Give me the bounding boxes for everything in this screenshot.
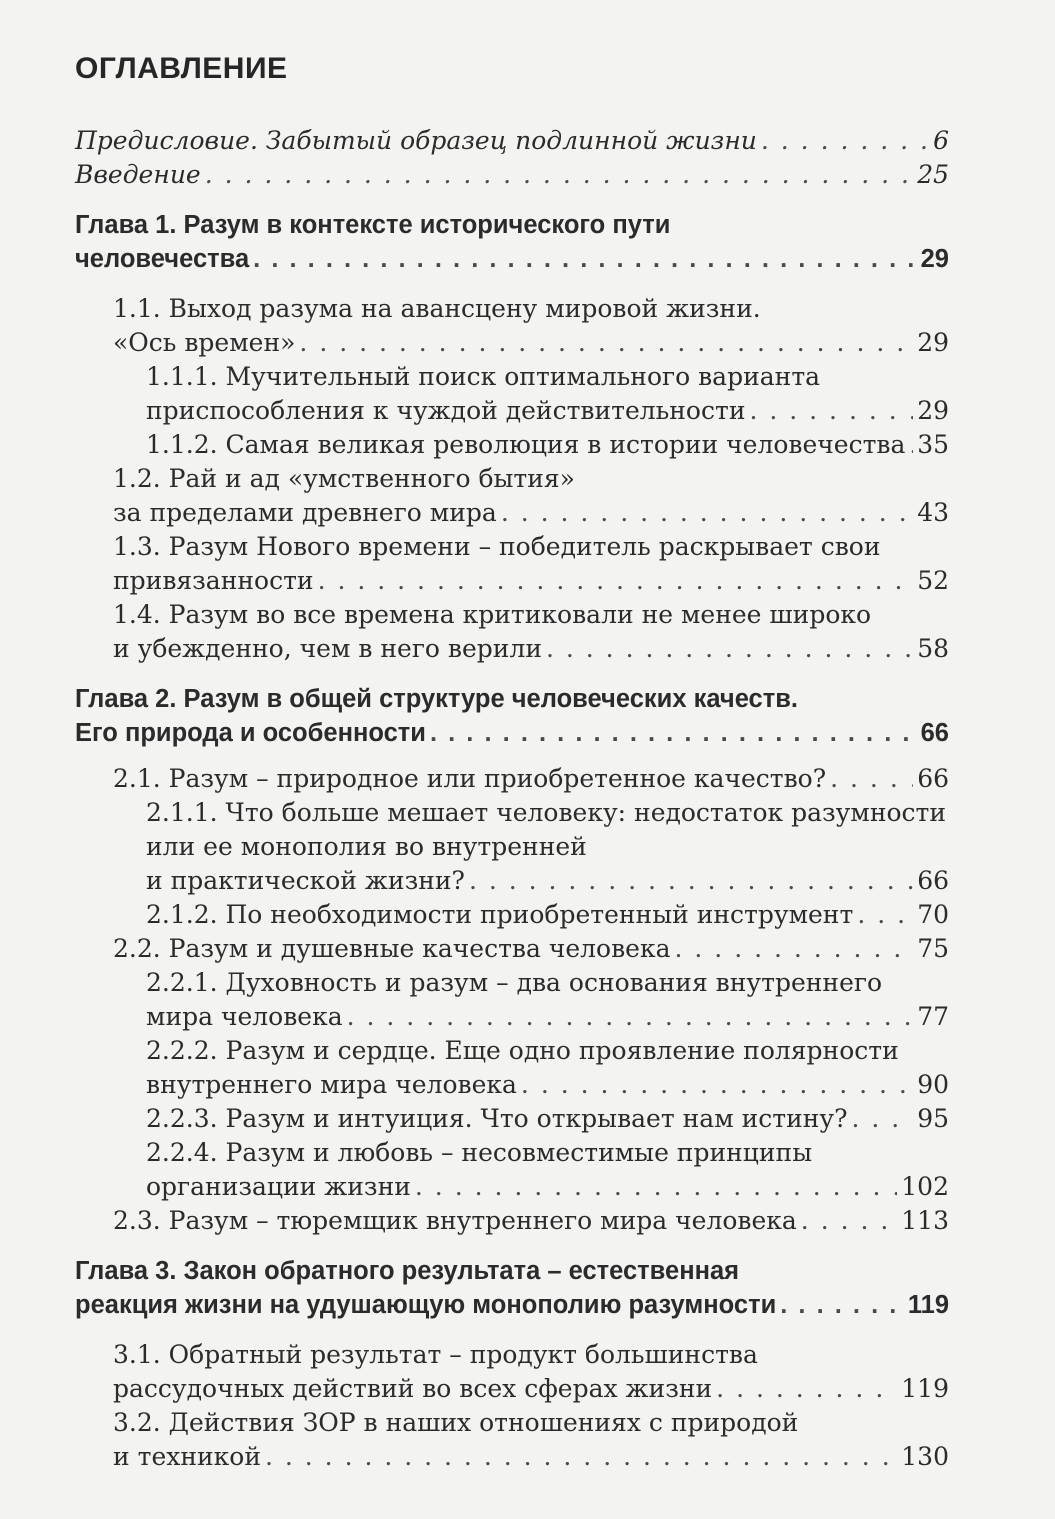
leader-dots bbox=[852, 1102, 914, 1136]
toc-entry-title: и техникой bbox=[113, 1442, 261, 1471]
toc-entry-title: 2.3. Разум – тюремщик внутреннего мира человека bbox=[113, 1206, 797, 1235]
toc-entry-1-1-2[interactable] bbox=[146, 428, 949, 462]
toc-entry-title: за пределами древнего мира bbox=[113, 498, 497, 527]
toc-entry-title: и убежденно, чем в него верили bbox=[113, 634, 542, 663]
toc-entry-title: 3.2. Действия ЗОР в наших отношениях с природой bbox=[113, 1408, 799, 1437]
toc-entry-2-2[interactable] bbox=[113, 932, 949, 966]
toc-entry-title: Глава 1. Разум в контексте исторического пути bbox=[75, 211, 671, 239]
toc-entry-title: 2.2.3. Разум и интуиция. Что открывает нам истину? bbox=[146, 1104, 848, 1133]
leader-dots bbox=[780, 1288, 904, 1322]
toc-entry-title: человечества bbox=[75, 245, 250, 273]
leader-dots bbox=[253, 242, 916, 276]
toc-entry-1-4[interactable] bbox=[113, 598, 949, 666]
toc-entry-title: организации жизни bbox=[146, 1172, 411, 1201]
leader-dots bbox=[430, 716, 917, 750]
toc-entry-title: 2.1.1. Что больше мешает человеку: недостаток разумности bbox=[146, 798, 947, 827]
leader-dots bbox=[749, 394, 913, 428]
toc-page-number: 113 bbox=[901, 1206, 949, 1235]
toc-entry-title: «Ось времен» bbox=[113, 328, 296, 357]
toc-entry-title: 2.2.4. Разум и любовь – несовместимые принципы bbox=[146, 1138, 813, 1167]
toc-entry-title: 1.1. Выход разума на авансцену мировой жизни. bbox=[113, 294, 761, 323]
toc-entry-1-2[interactable] bbox=[113, 462, 949, 530]
toc-entry-title: 2.2. Разум и душевные качества человека bbox=[113, 934, 671, 963]
toc-entry-2-1-2[interactable] bbox=[146, 898, 949, 932]
toc-page-number: 66 bbox=[920, 719, 949, 747]
leader-dots bbox=[909, 428, 913, 462]
leader-dots bbox=[761, 124, 929, 158]
leader-dots bbox=[415, 1170, 897, 1204]
toc-page-number: 35 bbox=[917, 430, 949, 459]
toc-entry-title: приспособления к чуждой действительности bbox=[146, 396, 746, 425]
leader-dots bbox=[716, 1372, 897, 1406]
toc-entry-chapter-1[interactable] bbox=[75, 208, 949, 276]
toc-entry-title: 1.1.1. Мучительный поиск оптимального варианта bbox=[146, 362, 821, 391]
toc-entry-preface[interactable] bbox=[75, 124, 949, 158]
toc-entry-title: рассудочных действий во всех сферах жизни bbox=[113, 1374, 713, 1403]
toc-entry-3-1[interactable] bbox=[113, 1338, 949, 1406]
toc-page-number: 66 bbox=[917, 866, 949, 895]
leader-dots bbox=[501, 496, 913, 530]
toc-page-number: 119 bbox=[901, 1374, 949, 1403]
toc-entry-title: и практической жизни? bbox=[146, 866, 465, 895]
toc-page-number: 29 bbox=[917, 396, 949, 425]
leader-dots bbox=[857, 898, 913, 932]
toc-entry-2-2-1[interactable] bbox=[146, 966, 949, 1034]
leader-dots bbox=[521, 1068, 913, 1102]
toc-entry-title: Предисловие. Забытый образец подлинной жизни bbox=[75, 126, 757, 155]
toc-entry-chapter-2[interactable] bbox=[75, 682, 949, 750]
leader-dots bbox=[801, 1204, 897, 1238]
toc-entry-2-1[interactable] bbox=[113, 762, 949, 796]
toc-entry-title: 2.1.2. По необходимости приобретенный инструмент bbox=[146, 900, 854, 929]
toc-entry-title: 2.2.2. Разум и сердце. Еще одно проявление полярности bbox=[146, 1036, 899, 1065]
toc-page-number: 95 bbox=[917, 1104, 949, 1133]
toc-entry-title: 1.4. Разум во все времена критиковали не менее широко bbox=[113, 600, 872, 629]
toc-entry-title: привязанности bbox=[113, 566, 314, 595]
toc-page-number: 66 bbox=[917, 764, 949, 793]
toc-page-number: 75 bbox=[917, 934, 949, 963]
toc-entry-title: 3.1. Обратный результат – продукт большинства bbox=[113, 1340, 758, 1369]
toc-entry-title: 1.3. Разум Нового времени – победитель раскрывает свои bbox=[113, 532, 881, 561]
toc-page-number: 58 bbox=[917, 634, 949, 663]
toc-page-number: 52 bbox=[917, 566, 949, 595]
toc-entry-2-2-2[interactable] bbox=[146, 1034, 949, 1102]
toc-entry-title: 2.1. Разум – природное или приобретенное качество? bbox=[113, 764, 827, 793]
leader-dots bbox=[546, 632, 913, 666]
toc-entry-title: мира человека bbox=[146, 1002, 343, 1031]
leader-dots bbox=[318, 564, 914, 598]
toc-entry-2-2-3[interactable] bbox=[146, 1102, 949, 1136]
toc-entry-title: Введение bbox=[75, 160, 201, 189]
toc-entry-title: реакция жизни на удушающую монополию разумности bbox=[75, 1291, 777, 1319]
toc-entry-2-3[interactable] bbox=[113, 1204, 949, 1238]
toc-entry-1-3[interactable] bbox=[113, 530, 949, 598]
toc-page-number: 102 bbox=[901, 1172, 949, 1201]
toc-entry-1-1[interactable] bbox=[113, 292, 949, 360]
toc-page-number: 25 bbox=[917, 160, 949, 189]
toc-page-number: 70 bbox=[917, 900, 949, 929]
toc-entry-title: Глава 2. Разум в общей структуре человеческих качеств. bbox=[75, 685, 798, 713]
toc-entry-title: 2.2.1. Духовность и разум – два основания внутреннего bbox=[146, 968, 883, 997]
toc-entry-1-1-1[interactable] bbox=[146, 360, 949, 428]
toc-entry-introduction[interactable] bbox=[75, 158, 949, 192]
toc-entry-title: Глава 3. Закон обратного результата – естественная bbox=[75, 1257, 740, 1285]
leader-dots bbox=[347, 1000, 914, 1034]
toc-page-number: 90 bbox=[917, 1070, 949, 1099]
toc-entry-title: или ее монополия во внутренней bbox=[146, 832, 587, 861]
toc-entry-2-1-1[interactable] bbox=[146, 796, 949, 898]
toc-page-number: 43 bbox=[917, 498, 949, 527]
toc-entry-title: внутреннего мира человека bbox=[146, 1070, 517, 1099]
toc-page-number: 119 bbox=[907, 1291, 949, 1319]
leader-dots bbox=[830, 762, 913, 796]
leader-dots bbox=[299, 326, 913, 360]
toc-page-number: 130 bbox=[901, 1442, 949, 1471]
toc-entry-2-2-4[interactable] bbox=[146, 1136, 949, 1204]
leader-dots bbox=[265, 1440, 897, 1474]
toc-entry-3-2[interactable] bbox=[113, 1406, 949, 1474]
toc-entry-title: 1.1.2. Самая великая революция в истории человечества bbox=[146, 430, 906, 459]
leader-dots bbox=[675, 932, 914, 966]
toc-entry-chapter-3[interactable] bbox=[75, 1254, 949, 1322]
page-title: ОГЛАВЛЕНИЕ bbox=[75, 52, 288, 85]
toc-page-number: 6 bbox=[933, 126, 949, 155]
toc-page-number: 77 bbox=[917, 1002, 949, 1031]
toc-page-number: 29 bbox=[917, 328, 949, 357]
toc-page-number: 29 bbox=[920, 245, 949, 273]
toc-entry-title: 1.2. Рай и ад «умственного бытия» bbox=[113, 464, 575, 493]
toc-entry-title: Его природа и особенности bbox=[75, 719, 426, 747]
leader-dots bbox=[469, 864, 913, 898]
leader-dots bbox=[205, 158, 913, 192]
